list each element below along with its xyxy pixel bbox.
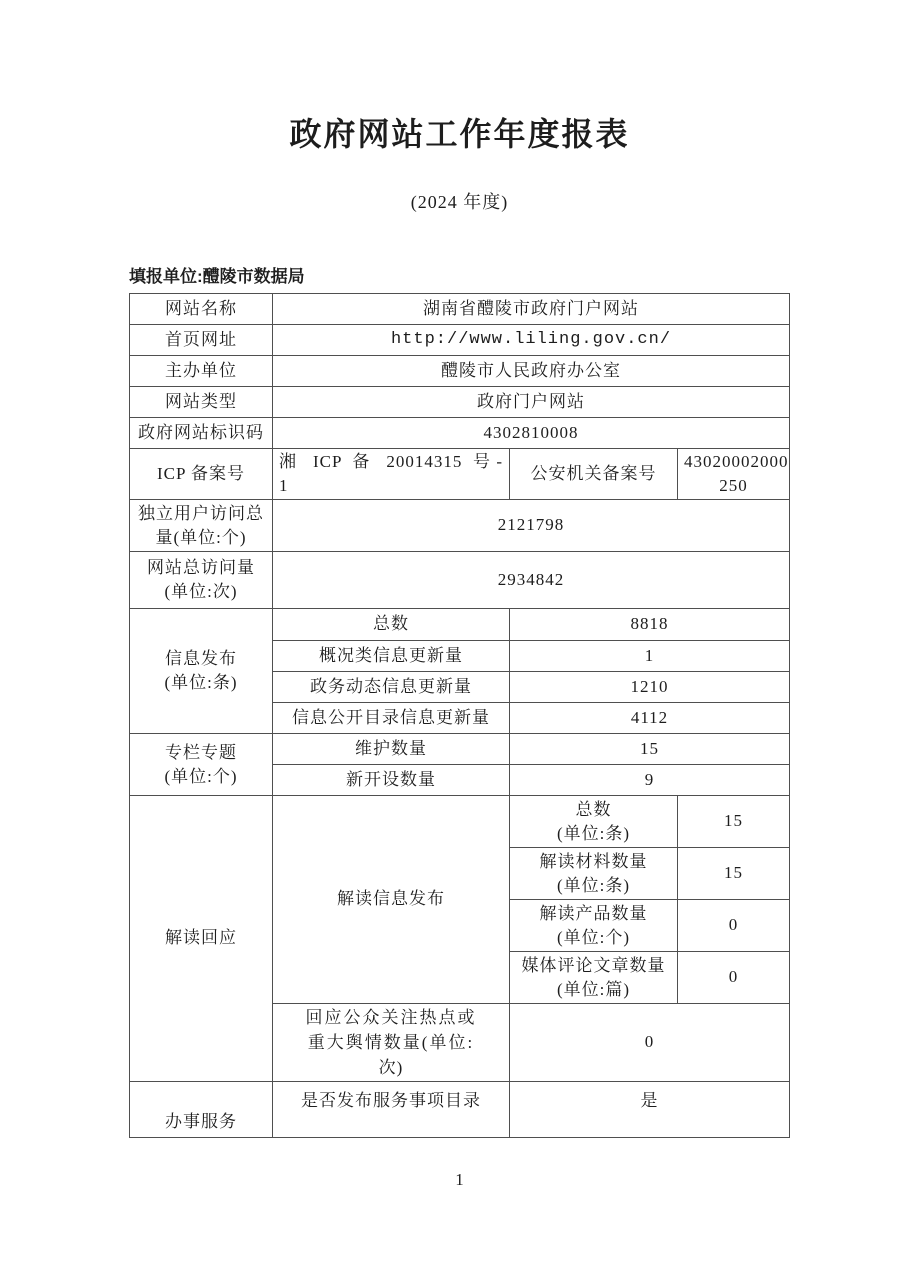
interp-total-value: 15 [678,796,790,848]
unique-visitors-label-line1: 独立用户访问总 [138,503,264,523]
interp-material-value: 15 [678,848,790,900]
table-row [130,294,790,325]
table-row [130,552,790,609]
interpretation-section-label: 解读回应 [130,796,273,1082]
page-title: 政府网站工作年度报表 [289,116,630,152]
table-row [130,796,790,848]
info-directory-label: 信息公开目录信息更新量 [273,703,510,734]
service-directory-value: 是 [510,1082,790,1138]
special-columns-section-label [130,734,273,796]
interp-material-label-line2: (单位:条) [556,875,631,895]
annual-report-table [129,293,790,1138]
unique-visitors-label [130,500,273,552]
table-row [130,449,790,500]
icp-record-value-line1: 湘 ICP 备 20014315 号- [279,452,503,471]
interp-material-label [510,848,678,900]
public-response-label-line2: 重大舆情数量(单位: [307,1033,475,1052]
homepage-url-label: 首页网址 [130,325,273,356]
public-response-value: 0 [510,1004,790,1082]
maintained-count-value: 15 [510,734,790,765]
info-publish-label-line2: (单位:条) [164,673,238,692]
total-visits-label-line2: (单位:次) [164,582,238,601]
new-count-value: 9 [510,765,790,796]
interp-product-value: 0 [678,900,790,952]
icp-record-value-line2: 1 [279,476,289,495]
service-directory-label: 是否发布服务事项目录 [273,1082,510,1138]
maintained-count-label: 维护数量 [273,734,510,765]
site-code-value: 4302810008 [273,418,790,449]
site-name-value: 湖南省醴陵市政府门户网站 [273,294,790,325]
interp-material-label-line1: 解读材料数量 [539,851,648,871]
interp-total-label-line1: 总数 [575,799,612,819]
info-total-value: 8818 [510,609,790,641]
interp-product-label-line1: 解读产品数量 [539,903,648,923]
table-row [130,325,790,356]
site-code-label: 政府网站标识码 [130,418,273,449]
media-comment-label [510,952,678,1004]
site-type-value: 政府门户网站 [273,387,790,418]
security-record-value [678,449,790,500]
total-visits-value: 2934842 [273,552,790,609]
icp-record-label: ICP 备案号 [130,449,273,500]
new-count-label: 新开设数量 [273,765,510,796]
info-directory-value: 4112 [510,703,790,734]
info-dynamic-label: 政务动态信息更新量 [273,672,510,703]
unique-visitors-value: 2121798 [273,500,790,552]
security-record-label: 公安机关备案号 [510,449,678,500]
info-overview-value: 1 [510,641,790,672]
interp-total-label-line2: (单位:条) [556,823,631,843]
special-columns-label-line1: 专栏专题 [165,742,237,762]
info-dynamic-value: 1210 [510,672,790,703]
special-columns-label-line2: (单位:个) [164,766,238,786]
interp-product-label-line2: (单位:个) [556,927,631,947]
icp-record-value [273,449,510,500]
info-publish-section-label [130,609,273,734]
table-row [130,500,790,552]
security-record-value-line1: 43020002000 [684,452,789,471]
public-response-label-line3: 次) [378,1058,404,1077]
interp-product-label [510,900,678,952]
site-type-label: 网站类型 [130,387,273,418]
organizer-value: 醴陵市人民政府办公室 [273,356,790,387]
interpretation-publish-label: 解读信息发布 [273,796,510,1004]
total-visits-label [130,552,273,609]
info-overview-label: 概况类信息更新量 [273,641,510,672]
reporting-unit: 填报单位:醴陵市数据局 [129,267,305,286]
service-section-label: 办事服务 [130,1082,273,1138]
homepage-url-value: http://www.liling.gov.cn/ [273,325,790,356]
table-row [130,734,790,765]
page-number: 1 [455,1170,464,1189]
info-total-label: 总数 [273,609,510,641]
table-row [130,1082,790,1138]
site-name-label: 网站名称 [130,294,273,325]
document-page [129,0,790,1190]
unique-visitors-label-line2: 量(单位:个) [155,527,247,547]
media-comment-label-line2: (单位:篇) [556,979,631,999]
media-comment-label-line1: 媒体评论文章数量 [521,955,666,975]
table-row [130,609,790,641]
total-visits-label-line1: 网站总访问量 [147,558,255,577]
table-row [130,356,790,387]
public-response-label [273,1004,510,1082]
table-row [130,418,790,449]
media-comment-value: 0 [678,952,790,1004]
page-subtitle: (2024 年度) [410,192,509,212]
table-row [130,387,790,418]
interp-total-label [510,796,678,848]
organizer-label: 主办单位 [130,356,273,387]
public-response-label-line1: 回应公众关注热点或 [305,1008,477,1027]
info-publish-label-line1: 信息发布 [165,649,237,668]
security-record-value-line2: 250 [719,476,748,495]
